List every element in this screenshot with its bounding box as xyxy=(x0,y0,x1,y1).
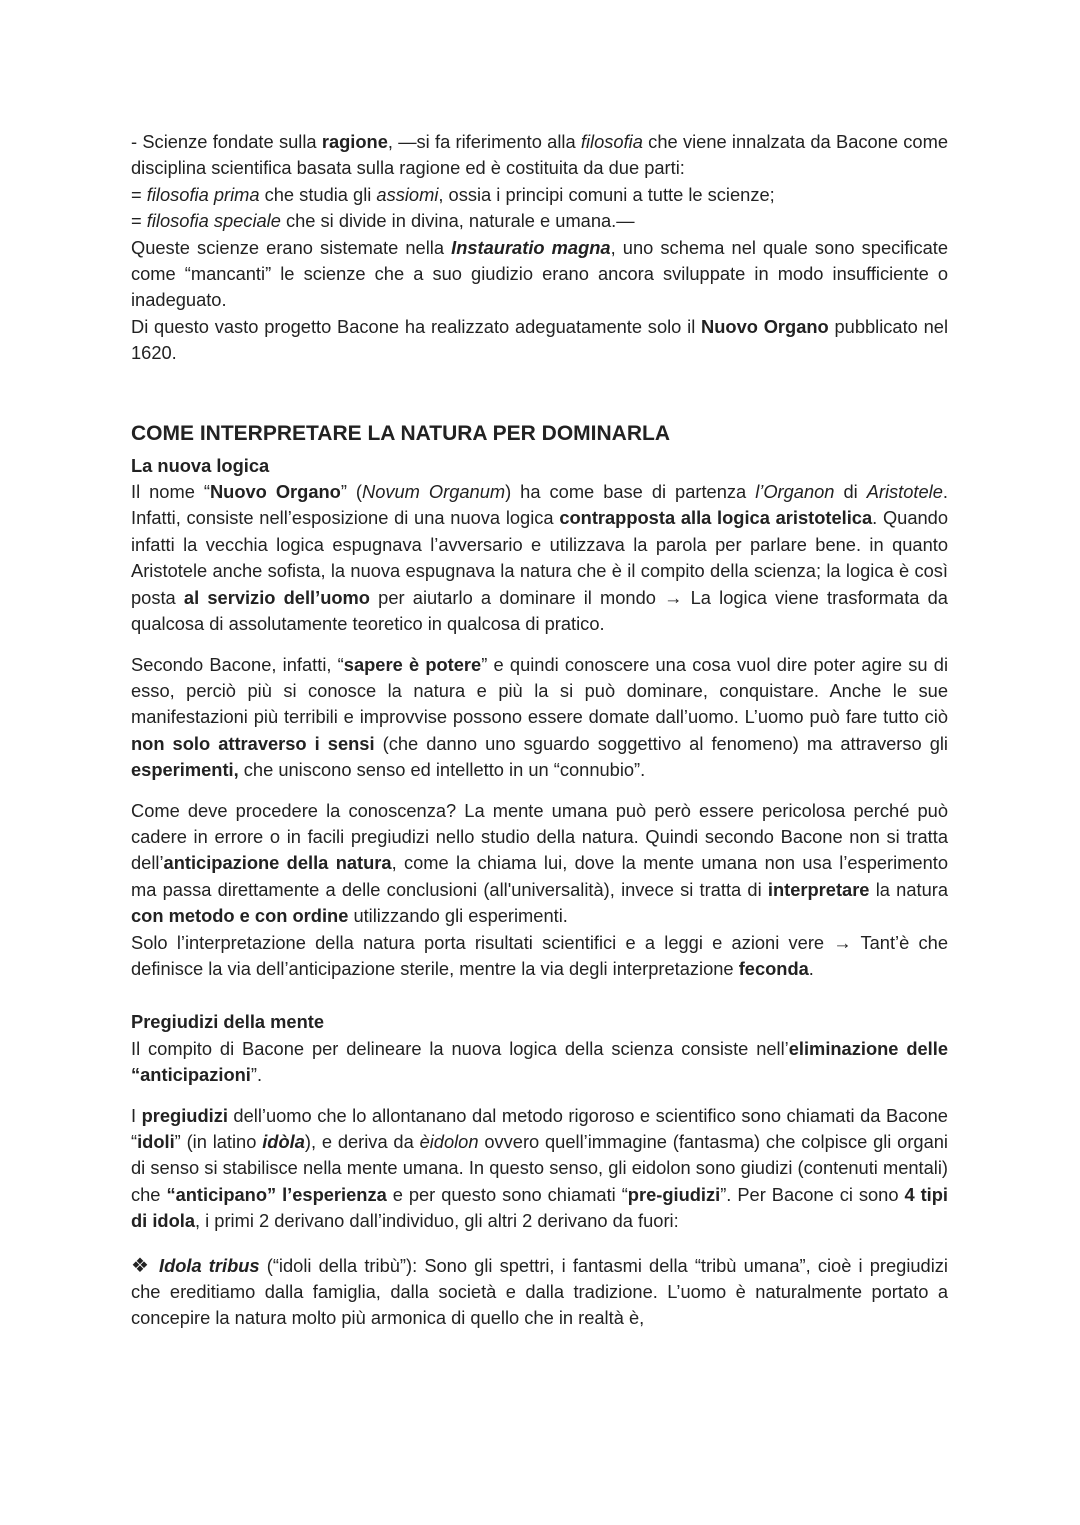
text-run: Come deve procedere la conoscenza? La mente umana può però essere pericolosa perché può cadere in errore o in facili pregiudizi nello studio della natura. Quindi secondo Bacone non si tratta dell’ xyxy=(131,799,948,874)
emphasis-text: 4 tipi di idola xyxy=(131,1183,949,1232)
text-run: . Quando infatti la vecchia logica espugnava l’avversario e utilizzava la parola per parlare bene. in quanto Aristotele anche sofista, la nuova espugnava la natura che è il compito della scienza; la logica è così posta xyxy=(131,507,949,608)
text-run: - Scienze fondate sulla xyxy=(131,131,322,152)
text-run: ”. xyxy=(250,1064,263,1086)
text-run: ) ha come base di partenza xyxy=(505,481,756,503)
emphasis-text: l’Organon xyxy=(755,481,835,503)
emphasis-text: pre-giudizi xyxy=(627,1183,721,1205)
text-run: ” ( xyxy=(340,481,362,503)
emphasis-text: feconda xyxy=(738,957,809,979)
text-run: che uniscono senso ed intelletto in un “connubio”. xyxy=(238,759,646,781)
emphasis-text: Aristotele xyxy=(866,481,943,503)
emphasis-text: Novum Organum xyxy=(362,481,506,503)
text-run: Il nome “ xyxy=(131,481,210,503)
document-page xyxy=(131,129,948,1332)
emphasis-text: idòla xyxy=(262,1131,305,1152)
emphasis-text: Idola tribus xyxy=(159,1254,260,1276)
paragraph xyxy=(131,1103,948,1235)
emphasis-text: idoli xyxy=(137,1131,175,1152)
subsection-heading xyxy=(131,453,948,479)
emphasis-text: al servizio dell’uomo xyxy=(183,586,370,608)
emphasis-text: con metodo e con ordine xyxy=(131,905,349,927)
emphasis-text: interpretare xyxy=(767,878,870,900)
text-run: ovvero quell’immagine (fantasma) che colpisce gli organi di senso si stabilisce nella mente umana. In questo senso, gli eidolon sono giudizi (contenuti mentali) che xyxy=(131,1131,948,1205)
text-run: ”. Per Bacone ci sono xyxy=(720,1183,905,1205)
emphasis-text: filosofia speciale xyxy=(146,210,281,232)
text-run: Il compito di Bacone per delineare la nuova logica della scienza consiste nell’ xyxy=(131,1037,789,1059)
text-run: che studia gli xyxy=(259,183,377,205)
text-run: che si divide in divina, naturale e umana.— Queste scienze erano sistemate nella xyxy=(131,210,635,258)
text-run: , —si fa riferimento alla xyxy=(387,131,581,152)
text-run: . xyxy=(808,957,814,979)
text-run: per aiutarlo a dominare il mondo → La logica viene trasformata da qualcosa di assolutamente teoretico in qualcosa di pratico. xyxy=(131,586,948,635)
emphasis-text: pregiudizi xyxy=(141,1104,228,1126)
text-run: ” (in latino xyxy=(174,1131,263,1152)
text-run: di xyxy=(834,481,867,503)
text-run: Secondo Bacone, infatti, “ xyxy=(131,653,344,675)
emphasis-text: Instauratio magna xyxy=(451,236,611,258)
text-run: , ossia i principi comuni a tutte le scienze; = xyxy=(131,183,775,232)
emphasis-text: filosofia prima xyxy=(146,183,260,205)
text-run: (“idoli della tribù”): Sono gli spettri, i fantasmi della “tribù umana”, cioè i pregiudizi che ereditiamo dalla famiglia, dalla società e dalla tradizione. L’uomo è naturalmente portato a concepire la natura molto più armonica di quello che in realtà è, xyxy=(131,1254,948,1329)
text-run: ), e deriva da xyxy=(304,1131,420,1152)
emphasis-text: sapere è potere xyxy=(343,653,482,675)
bullet-item xyxy=(131,1253,948,1332)
text-run: , come la chiama lui, dove la mente umana non usa l’esperimento ma passa direttamente a delle conclusioni (all'universalità), invece si tratta di xyxy=(131,852,948,900)
text-run: e per questo sono chiamati “ xyxy=(386,1183,628,1205)
text-run: pubblicato nel 1620. xyxy=(131,315,949,364)
paragraph xyxy=(131,129,948,367)
emphasis-text: assiomi xyxy=(376,183,439,205)
emphasis-text: èidolon xyxy=(419,1131,479,1152)
emphasis-text: contrapposta alla logica aristotelica xyxy=(559,507,873,529)
emphasis-text: Nuovo Organo xyxy=(209,481,341,503)
text-run: . Infatti, consiste nell’esposizione di una nuova logica xyxy=(131,481,949,529)
text-run: La nuova logica xyxy=(131,454,270,476)
text-run: , i primi 2 derivano dall’individuo, gli altri 2 derivano da fuori: xyxy=(194,1210,679,1232)
text-run: , uno schema nel quale sono specificate come “mancanti” le scienze che a suo giudizio erano ancora sviluppate in modo insufficiente o inadeguato. Di questo vasto progetto Bacone ha realizzato adeguatamente solo il xyxy=(131,236,949,337)
text-run: che viene innalzata da Bacone come disciplina scientifica basata sulla ragione ed è costituita da due parti: = xyxy=(131,131,948,205)
emphasis-text: eliminazione delle “anticipazioni xyxy=(131,1037,949,1086)
text-run: ” e quindi conoscere una cosa vuol dire poter agire su di esso, perciò più si conosce la natura e più la si può dominare, conquistare. Anche le sue manifestazioni più terribili e improvvise possono essere domate dall’uomo. L’uomo può fare tutto ciò xyxy=(131,653,948,728)
emphasis-text: “anticipano” l’esperienza xyxy=(166,1183,387,1205)
text-run: utilizzando gli esperimenti. Solo l’interpretazione della natura porta risultati scientifici e a leggi e azioni vere → Tant’è che definisce la via dell’anticipazione sterile, mentre la via degli interpretazione xyxy=(131,905,948,979)
paragraph xyxy=(131,479,948,637)
subsection-heading xyxy=(131,1009,948,1035)
text-run: COME INTERPRETARE LA NATURA PER DOMINARLA xyxy=(131,421,670,445)
text-run: I xyxy=(131,1104,142,1126)
text-run: Pregiudizi della mente xyxy=(131,1011,325,1033)
paragraph xyxy=(131,798,948,983)
emphasis-text: ragione xyxy=(321,131,388,152)
paragraph xyxy=(131,1036,948,1089)
diamond-bullet-icon: ❖ xyxy=(131,1254,151,1277)
text-run: la natura xyxy=(869,878,948,900)
emphasis-text: non solo attraverso i sensi xyxy=(131,732,375,754)
emphasis-text: Nuovo Organo xyxy=(701,315,829,337)
emphasis-text: filosofia xyxy=(580,131,643,152)
section-heading xyxy=(131,419,948,449)
emphasis-text: anticipazione della natura xyxy=(163,852,392,874)
paragraph xyxy=(131,652,948,784)
text-run: dell’uomo che lo allontanano dal metodo rigoroso e scientifico sono chiamati da Bacone “ xyxy=(131,1104,948,1152)
text-run: (che danno uno sguardo soggettivo al fenomeno) ma attraverso gli xyxy=(374,732,948,754)
emphasis-text: esperimenti, xyxy=(131,759,239,781)
